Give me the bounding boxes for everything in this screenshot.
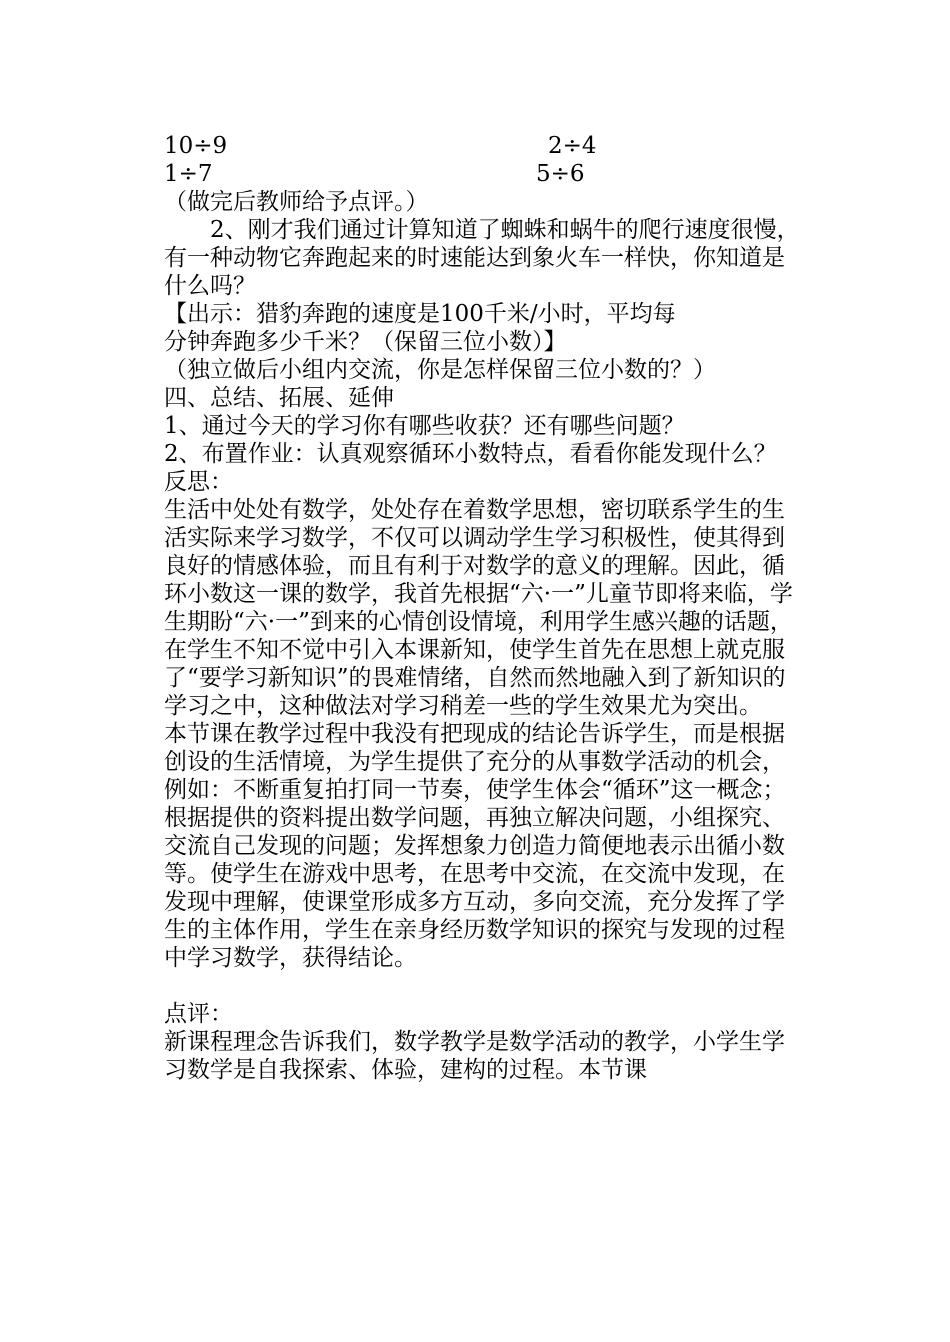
exercise-right: 2÷4 xyxy=(548,133,597,159)
summary-item-1: 1、通过今天的学习你有哪些收获？还有哪些问题？ xyxy=(164,413,685,439)
teacher-note: （做完后教师给予点评。） xyxy=(164,189,429,215)
summary-item-2: 2、布置作业：认真观察循环小数特点，看看你能发现什么？ xyxy=(164,441,777,467)
comment-paragraph-1: 新课程理念告诉我们，数学教学是数学活动的教学，小学生学习数学是自我探索、体验，建构的过程。本节课 xyxy=(164,1029,785,1083)
show-line-1: 【出示：猎豹奔跑的速度是100千米/小时，平均每 xyxy=(164,301,676,327)
document-body xyxy=(164,132,804,1084)
reflection-title: 反思： xyxy=(164,469,233,495)
question-2: 2、刚才我们通过计算知道了蜘蛛和蜗牛的爬行速度很慢，有一种动物它奔跑起来的时速能达到象火车一样快，你知道是什么吗？ xyxy=(164,217,800,299)
exercise-left: 10÷9 xyxy=(164,133,228,159)
reflection-paragraph-1: 生活中处处有数学，处处存在着数学思想，密切联系学生的生活实际来学习数学，不仅可以调动学生学习积极性，使其得到良好的情感体验，而且有利于对数学的意义的理解。因此，循环小数这一课的数学，我首先根据“六·一”儿童节即将来临，学生期盼“六·一”到来的心情创设情境，利用学生感兴趣的话题，在学生不知不觉中引入本课新知，使学生首先在思想上就克服了“要学习新知识”的畏难情绪，自然而然地融入到了新知识的学习之中，这种做法对学习稍差一些的学生效果尤为突出。 xyxy=(164,497,793,719)
exercise-row-1 xyxy=(164,132,804,160)
exercise-row-2 xyxy=(164,160,804,188)
blank-line xyxy=(164,972,804,1000)
group-note: （独立做后小组内交流，你是怎样保留三位小数的？） xyxy=(164,357,716,383)
exercise-right: 5÷6 xyxy=(536,161,585,187)
show-line-2: 分钟奔跑多少千米？（保留三位小数）】 xyxy=(164,329,567,355)
comment-title: 点评： xyxy=(164,1001,233,1027)
exercise-left: 1÷7 xyxy=(164,161,213,187)
section-4-title: 四、总结、拓展、延伸 xyxy=(164,385,394,411)
reflection-paragraph-2: 本节课在教学过程中我没有把现成的结论告诉学生，而是根据创设的生活情境，为学生提供了充分的从事数学活动的机会，例如：不断重复拍打同一节奏，使学生体会“循环”这一概念；根据提供的资料提出数学问题，再独立解决问题，小组探究、交流自己发现的问题；发挥想象力创造力简便地表示出循小数等。使学生在游戏中思考，在思考中交流，在交流中发现，在发现中理解，使课堂形成多方互动，多向交流，充分发挥了学生的主体作用，学生在亲身经历数学知识的探究与发现的过程中学习数学，获得结论。 xyxy=(164,721,786,971)
